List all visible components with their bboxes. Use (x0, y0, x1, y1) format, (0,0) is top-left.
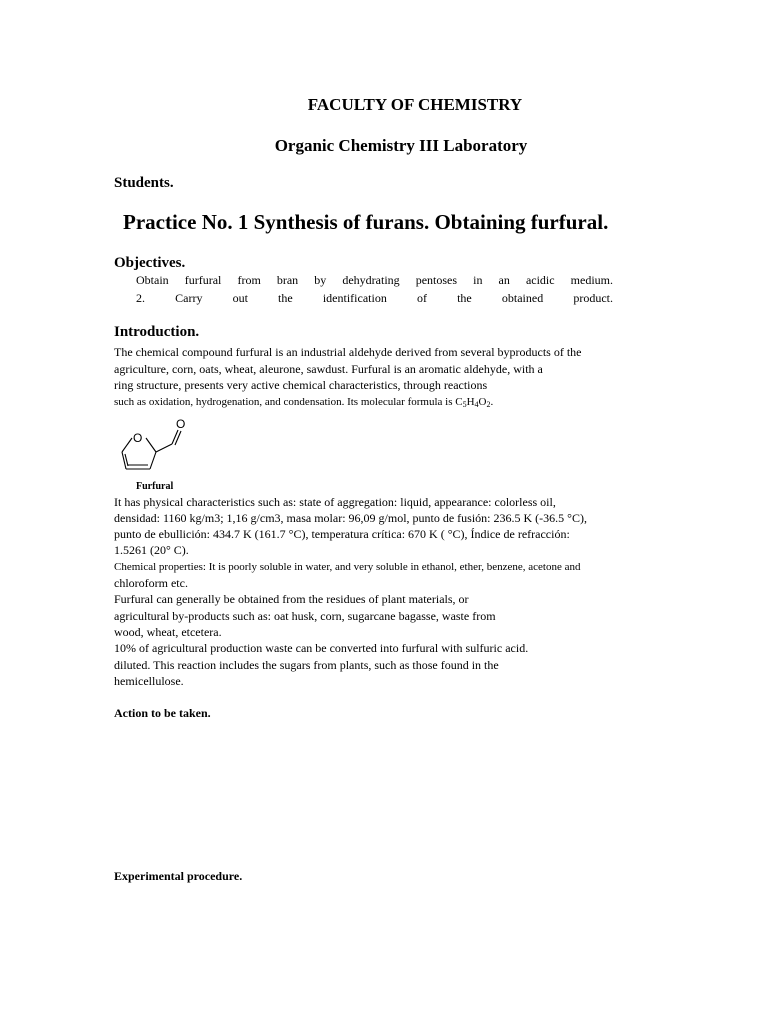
objective-item-1: Obtain furfural from bran by dehydrating pentoses in an acidic medium. (136, 273, 613, 287)
intro-line-2: agriculture, corn, oats, wheat, aleurone, sawdust. Furfural is an aromatic aldehyde, with a (114, 362, 543, 376)
objectives-heading: Objectives. (114, 255, 186, 271)
carbonyl-oxygen-label: O (176, 417, 186, 431)
lab-title: Organic Chemistry III Laboratory (274, 136, 528, 155)
properties-line-3: punto de ebullición: 434.7 K (161.7 °C), temperatura crítica: 670 K ( °C), Índice de refracción: (114, 527, 570, 541)
carbonyl-double-bond (175, 431, 181, 445)
carbonyl-bond (172, 430, 178, 444)
aldehyde-bond (156, 444, 172, 452)
intro-line-1: The chemical compound furfural is an industrial aldehyde derived from several byproducts of the (114, 345, 582, 359)
introduction-heading: Introduction. (114, 324, 200, 340)
source-line-1: Furfural can generally be obtained from the residues of plant materials, or (114, 592, 469, 606)
intro-line-3: ring structure, presents very active chemical characteristics, through reactions (114, 378, 488, 392)
formula-o-count: 2 (486, 400, 491, 409)
formula-line-prefix: such as oxidation, hydrogenation, and condensation. Its molecular formula is C (114, 396, 463, 408)
source-line-5: diluted. This reaction includes the sugars from plants, such as those found in the (114, 658, 499, 672)
students-heading: Students. (114, 175, 174, 191)
ring-double-bond-c5-c4 (125, 454, 128, 466)
source-line-6: hemicellulose. (114, 674, 184, 688)
properties-line-1: It has physical characteristics such as: state of aggregation: liquid, appearance: colorless oil, (114, 495, 556, 509)
chemical-properties-line: Chemical properties: It is poorly soluble in water, and very soluble in ethanol, ether, benzene, acetone and (114, 561, 581, 573)
formula-o: O (478, 396, 487, 408)
ring-bond-o-c2 (146, 438, 156, 452)
source-line-4: 10% of agricultural production waste can be converted into furfural with sulfuric acid. (114, 641, 529, 655)
chemical-properties-line-2: chloroform etc. (114, 576, 188, 590)
source-line-2: agricultural by-products such as: oat husk, corn, sugarcane bagasse, waste from (114, 609, 496, 623)
action-heading: Action to be taken. (114, 706, 211, 720)
furfural-structure-diagram (112, 416, 202, 478)
procedure-heading: Experimental procedure. (114, 869, 243, 883)
faculty-title: FACULTY OF CHEMISTRY (307, 95, 523, 114)
formula-c-count: 5 (462, 400, 467, 409)
figure-caption: Furfural (136, 481, 174, 492)
objective-item-2: 2. Carry out the identification of the obtained product. (136, 291, 613, 305)
ring-bond-c3-c2 (150, 452, 156, 469)
formula-h-count: 4 (474, 400, 479, 409)
formula-h: H (466, 396, 475, 408)
ring-oxygen-label: O (133, 431, 143, 445)
ring-bond-o-c5 (122, 438, 132, 452)
properties-line-2: densidad: 1160 kg/m3; 1,16 g/cm3, masa molar: 96,09 g/mol, punto de fusión: 236.5 K (-36.5 °C), (114, 511, 587, 525)
source-line-3: wood, wheat, etcetera. (114, 625, 222, 639)
properties-line-4: 1.5261 (20° C). (114, 543, 189, 557)
practice-title: Practice No. 1 Synthesis of furans. Obtaining furfural. (123, 210, 609, 234)
formula-end: . (490, 396, 494, 408)
intro-formula-line (114, 394, 493, 410)
